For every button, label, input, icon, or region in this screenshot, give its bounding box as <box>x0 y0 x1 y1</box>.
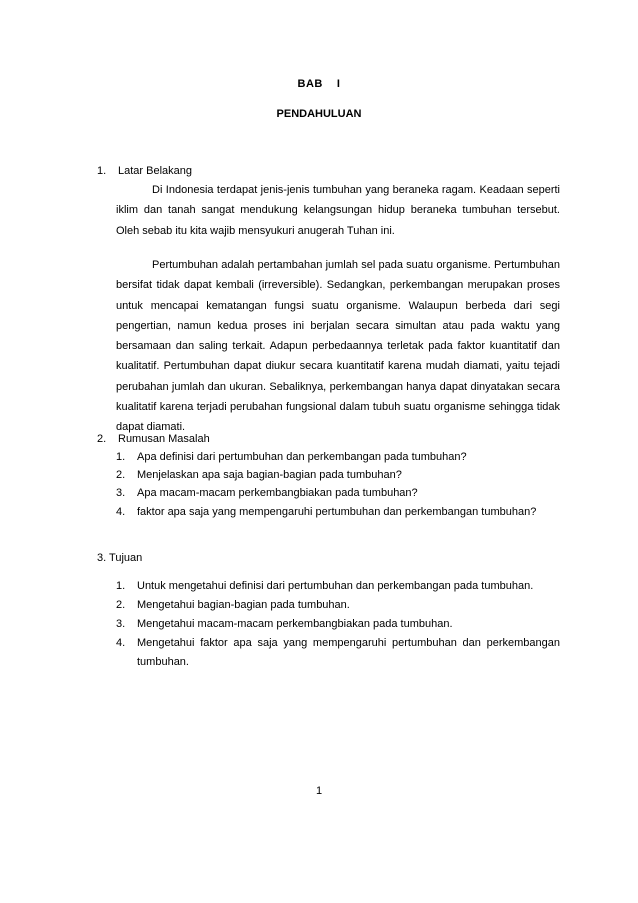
section-heading-latar-belakang <box>97 164 192 179</box>
list-item <box>116 596 560 615</box>
rumusan-masalah-list <box>116 448 560 521</box>
section-title: Latar Belakang <box>118 165 192 177</box>
chapter-heading <box>0 78 638 90</box>
list-item <box>116 577 560 596</box>
list-item-number: 3. <box>116 487 126 500</box>
page-number: 1 <box>315 785 323 797</box>
paragraph-text: Di Indonesia terdapat jenis-jenis tumbuhan yang beraneka ragam. Keadaan seperti iklim dan tanah sangat mendukung kelangsungan hidup beraneka tumbuhan tersebut. Oleh sebab itu kita wajib mensyukuri anugerah Tuhan ini. <box>116 184 560 237</box>
chapter-label: BAB <box>297 78 323 90</box>
list-item-text: Mengetahui faktor apa saja yang mempengaruhi pertumbuhan dan perkembangan tumbuhan. <box>137 637 560 668</box>
list-item-number: 4. <box>116 637 126 649</box>
list-item-text: Untuk mengetahui definisi dari pertumbuhan dan perkembangan pada tumbuhan. <box>137 580 534 592</box>
list-item-text: Mengetahui macam-macam perkembangbiakan pada tumbuhan. <box>137 618 453 630</box>
list-item-text: Apa definisi dari pertumbuhan dan perkembangan pada tumbuhan? <box>137 451 467 463</box>
paragraph-latar-belakang-1 <box>116 180 560 241</box>
section-title: Rumusan Masalah <box>118 433 210 445</box>
list-item-number: 3. <box>116 618 126 630</box>
section-number: 1. <box>97 165 107 177</box>
list-item-text: Menjelaskan apa saja bagian-bagian pada tumbuhan? <box>137 469 402 482</box>
list-item-text: Mengetahui bagian-bagian pada tumbuhan. <box>137 599 350 611</box>
list-item-number: 4. <box>116 505 126 518</box>
list-item <box>116 615 560 634</box>
list-item-text: faktor apa saja yang mempengaruhi pertumbuhan dan perkembangan tumbuhan? <box>137 505 537 518</box>
paragraph-text: Pertumbuhan adalah pertambahan jumlah sel pada suatu organisme. Pertumbuhan bersifat tidak dapat kembali (irreversible). Sedangkan, perkembangan merupakan proses untuk mencapai kematangan fungsi suatu organisme. Walaupun berbeda dari segi pengertian, namun kedua proses ini berjalan secara simultan atau pada waktu yang bersamaan dan saling terkait. Adapun perbedaannya terletak pada faktor kuantitatif dan kualitatif. Pertumbuhan dapat diukur secara kuantitatif karena mudah diamati, yaitu tejadi perubahan jumlah dan ukuran. Sebaliknya, perkembangan hanya dapat dinyatakan secara kualitatif karena terjadi perubahan fungsional dalam tubuh suatu organisme sehingga tidak dapat diamati. <box>116 259 560 434</box>
list-item <box>116 484 560 502</box>
section-heading-rumusan-masalah <box>97 432 210 447</box>
list-item-number: 1. <box>116 580 126 592</box>
list-item <box>116 448 560 466</box>
chapter-number: I <box>336 78 341 90</box>
section-title: 3. Tujuan <box>97 552 143 564</box>
section-heading-tujuan <box>97 551 142 566</box>
list-item-number: 2. <box>116 469 126 482</box>
list-item <box>116 634 560 672</box>
list-item-number: 1. <box>116 451 126 463</box>
page-title: PENDAHULUAN <box>276 108 362 120</box>
paragraph-latar-belakang-2 <box>116 255 560 438</box>
list-item <box>116 466 560 484</box>
list-item-number: 2. <box>116 599 126 611</box>
section-number: 2. <box>97 433 107 445</box>
list-item <box>116 503 560 521</box>
tujuan-list <box>116 577 560 672</box>
list-item-text: Apa macam-macam perkembangbiakan pada tumbuhan? <box>137 487 418 500</box>
